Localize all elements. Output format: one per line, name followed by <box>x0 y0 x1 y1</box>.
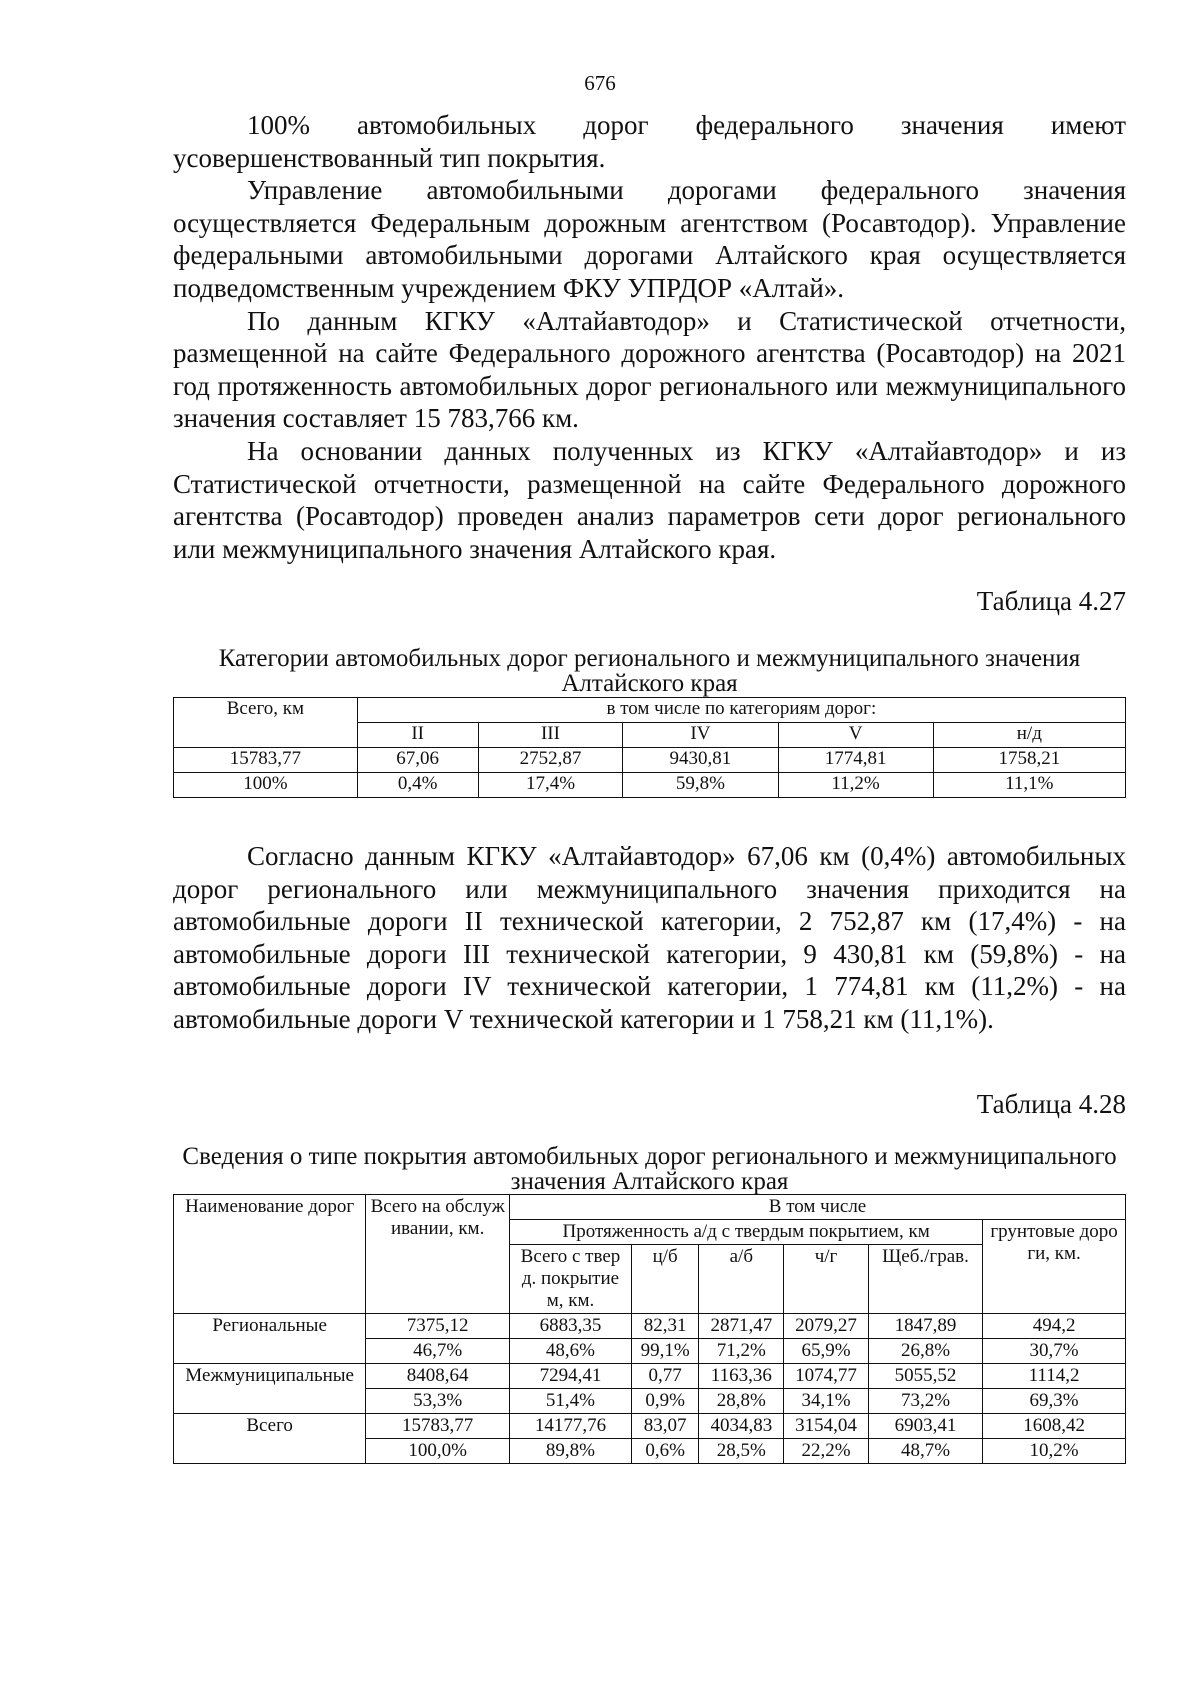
table-cell: 2079,27 <box>784 1314 869 1339</box>
table-cell: 15783,77 <box>174 748 358 773</box>
table-cell: 48,7% <box>868 1439 982 1464</box>
table-cell: 100% <box>174 773 358 798</box>
row-name-cell: Межмуниципальные <box>174 1364 366 1414</box>
table-cell: 15783,77 <box>366 1414 510 1439</box>
table-cell: 9430,81 <box>623 748 778 773</box>
table-cell: 34,1% <box>784 1389 869 1414</box>
table-cell: 5055,52 <box>868 1364 982 1389</box>
table-cell: 6903,41 <box>868 1414 982 1439</box>
table-cell: 1114,2 <box>983 1364 1126 1389</box>
table-cell: 11,1% <box>933 773 1125 798</box>
table-cell: 2871,47 <box>699 1314 784 1339</box>
table-cell: 48,6% <box>510 1339 632 1364</box>
table-cell: 2752,87 <box>478 748 623 773</box>
table-cell: 30,7% <box>983 1339 1126 1364</box>
table-cell: 89,8% <box>510 1439 632 1464</box>
table-cell: 11,2% <box>778 773 933 798</box>
table-cell: 65,9% <box>784 1339 869 1364</box>
table-cell: 100,0% <box>366 1439 510 1464</box>
table-cell: 53,3% <box>366 1389 510 1414</box>
table-cell: 73,2% <box>868 1389 982 1414</box>
table-cell: 10,2% <box>983 1439 1126 1464</box>
header-cell: II <box>357 723 478 748</box>
table-cell: 3154,04 <box>784 1414 869 1439</box>
table-cell: 0,9% <box>631 1389 699 1414</box>
table-cell: 7375,12 <box>366 1314 510 1339</box>
road-categories-table <box>173 697 1126 798</box>
header-cell: в том числе по категориям дорог: <box>357 698 1125 723</box>
table-cell: 22,2% <box>784 1439 869 1464</box>
intro-text <box>173 109 1126 565</box>
table-label: Таблица 4.28 <box>976 1089 1126 1119</box>
header-cell: грунтовые дороги, км. <box>983 1220 1126 1314</box>
header-cell: Всего на обслуживании, км. <box>366 1195 510 1314</box>
table-cell: 494,2 <box>983 1314 1126 1339</box>
table-cell: 69,3% <box>983 1389 1126 1414</box>
header-cell: Всего с тверд. покрытием, км. <box>510 1245 632 1314</box>
header-cell: Протяженность а/д с твердым покрытием, км <box>510 1220 983 1245</box>
header-cell: Наименование дорог <box>174 1195 366 1314</box>
table-cell: 7294,41 <box>510 1364 632 1389</box>
paragraph: По данным КГКУ «Алтайавтодор» и Статистической отчетности, размещенной на сайте Федерального дорожного агентства (Росавтодор) на 2021 год протяженность автомобильных дорог регионального или межмуниципального значения составляет 15 783,766 км. <box>173 305 1126 434</box>
header-cell: н/д <box>933 723 1125 748</box>
row-name-cell: Региональные <box>174 1314 366 1364</box>
table-cell: 1163,36 <box>699 1364 784 1389</box>
table-cell: 8408,64 <box>366 1364 510 1389</box>
table-cell: 6883,35 <box>510 1314 632 1339</box>
header-cell: Щеб./грав. <box>868 1245 982 1314</box>
table-cell: 1608,42 <box>983 1414 1126 1439</box>
table-cell: 59,8% <box>623 773 778 798</box>
table-cell: 46,7% <box>366 1339 510 1364</box>
table-cell: 82,31 <box>631 1314 699 1339</box>
surface-type-table <box>173 1194 1126 1464</box>
table-cell: 99,1% <box>631 1339 699 1364</box>
paragraph: Согласно данным КГКУ «Алтайавтодор» 67,06 км (0,4%) автомобильных дорог регионального или межмуниципального значения приходится на автомобильные дороги II технической категории, 2 752,87 км (17,4%) - на автомобильные дороги III технической категории, 9 430,81 км (59,8%) - на автомобильные дороги IV технической категории, 1 774,81 км (11,2%) - на автомобильные дороги V технической категории и 1 758,21 км (11,1%). <box>173 841 1126 1034</box>
header-cell: а/б <box>699 1245 784 1314</box>
table-cell: 51,4% <box>510 1389 632 1414</box>
table-cell: 71,2% <box>699 1339 784 1364</box>
table-cell: 83,07 <box>631 1414 699 1439</box>
table-cell: 28,5% <box>699 1439 784 1464</box>
table-row <box>174 773 1126 798</box>
table-cell: 26,8% <box>868 1339 982 1364</box>
table-cell: 17,4% <box>478 773 623 798</box>
table-row <box>174 1414 1126 1439</box>
table-cell: 1758,21 <box>933 748 1125 773</box>
table-label: Таблица 4.27 <box>976 586 1126 616</box>
table-row <box>174 1314 1126 1339</box>
header-cell: В том числе <box>510 1195 1126 1220</box>
table-cell: 28,8% <box>699 1389 784 1414</box>
table-cell: 0,77 <box>631 1364 699 1389</box>
paragraph: На основании данных полученных из КГКУ «Алтайавтодор» и из Статистической отчетности, размещенной на сайте Федерального дорожного агентства (Росавтодор) проведен анализ параметров сети дорог регионального или межмуниципального значения Алтайского края. <box>173 435 1126 564</box>
table-caption: Категории автомобильных дорог регионального и межмуниципального значения Алтайского края <box>218 645 1081 697</box>
page-number: 676 <box>584 71 616 95</box>
paragraph: 100% автомобильных дорог федерального значения имеют усовершенствованный тип покрытия. <box>173 110 1126 173</box>
table-cell: 1074,77 <box>784 1364 869 1389</box>
table-cell: 1774,81 <box>778 748 933 773</box>
table-cell: 1847,89 <box>868 1314 982 1339</box>
header-cell: V <box>778 723 933 748</box>
header-cell: Всего, км <box>174 698 358 748</box>
header-cell: III <box>478 723 623 748</box>
table-cell: 67,06 <box>357 748 478 773</box>
row-name-cell: Всего <box>174 1414 366 1464</box>
paragraph: Управление автомобильными дорогами федерального значения осуществляется Федеральным дорожным агентством (Росавтодор). Управление федеральными автомобильными дорогами Алтайского края осуществляется подведомственным учреждением ФКУ УПРДОР «Алтай». <box>173 175 1126 303</box>
header-cell: ц/б <box>631 1245 699 1314</box>
header-cell: IV <box>623 723 778 748</box>
table-cell: 4034,83 <box>699 1414 784 1439</box>
table-row <box>174 748 1126 773</box>
table-cell: 0,4% <box>357 773 478 798</box>
table-cell: 14177,76 <box>510 1414 632 1439</box>
table-caption: Сведения о типе покрытия автомобильных дорог регионального и межмуниципального значения Алтайского края <box>182 1143 1117 1195</box>
header-cell: ч/г <box>784 1245 869 1314</box>
table-cell: 0,6% <box>631 1439 699 1464</box>
table-row <box>174 1364 1126 1389</box>
analysis-text <box>173 840 1126 1036</box>
